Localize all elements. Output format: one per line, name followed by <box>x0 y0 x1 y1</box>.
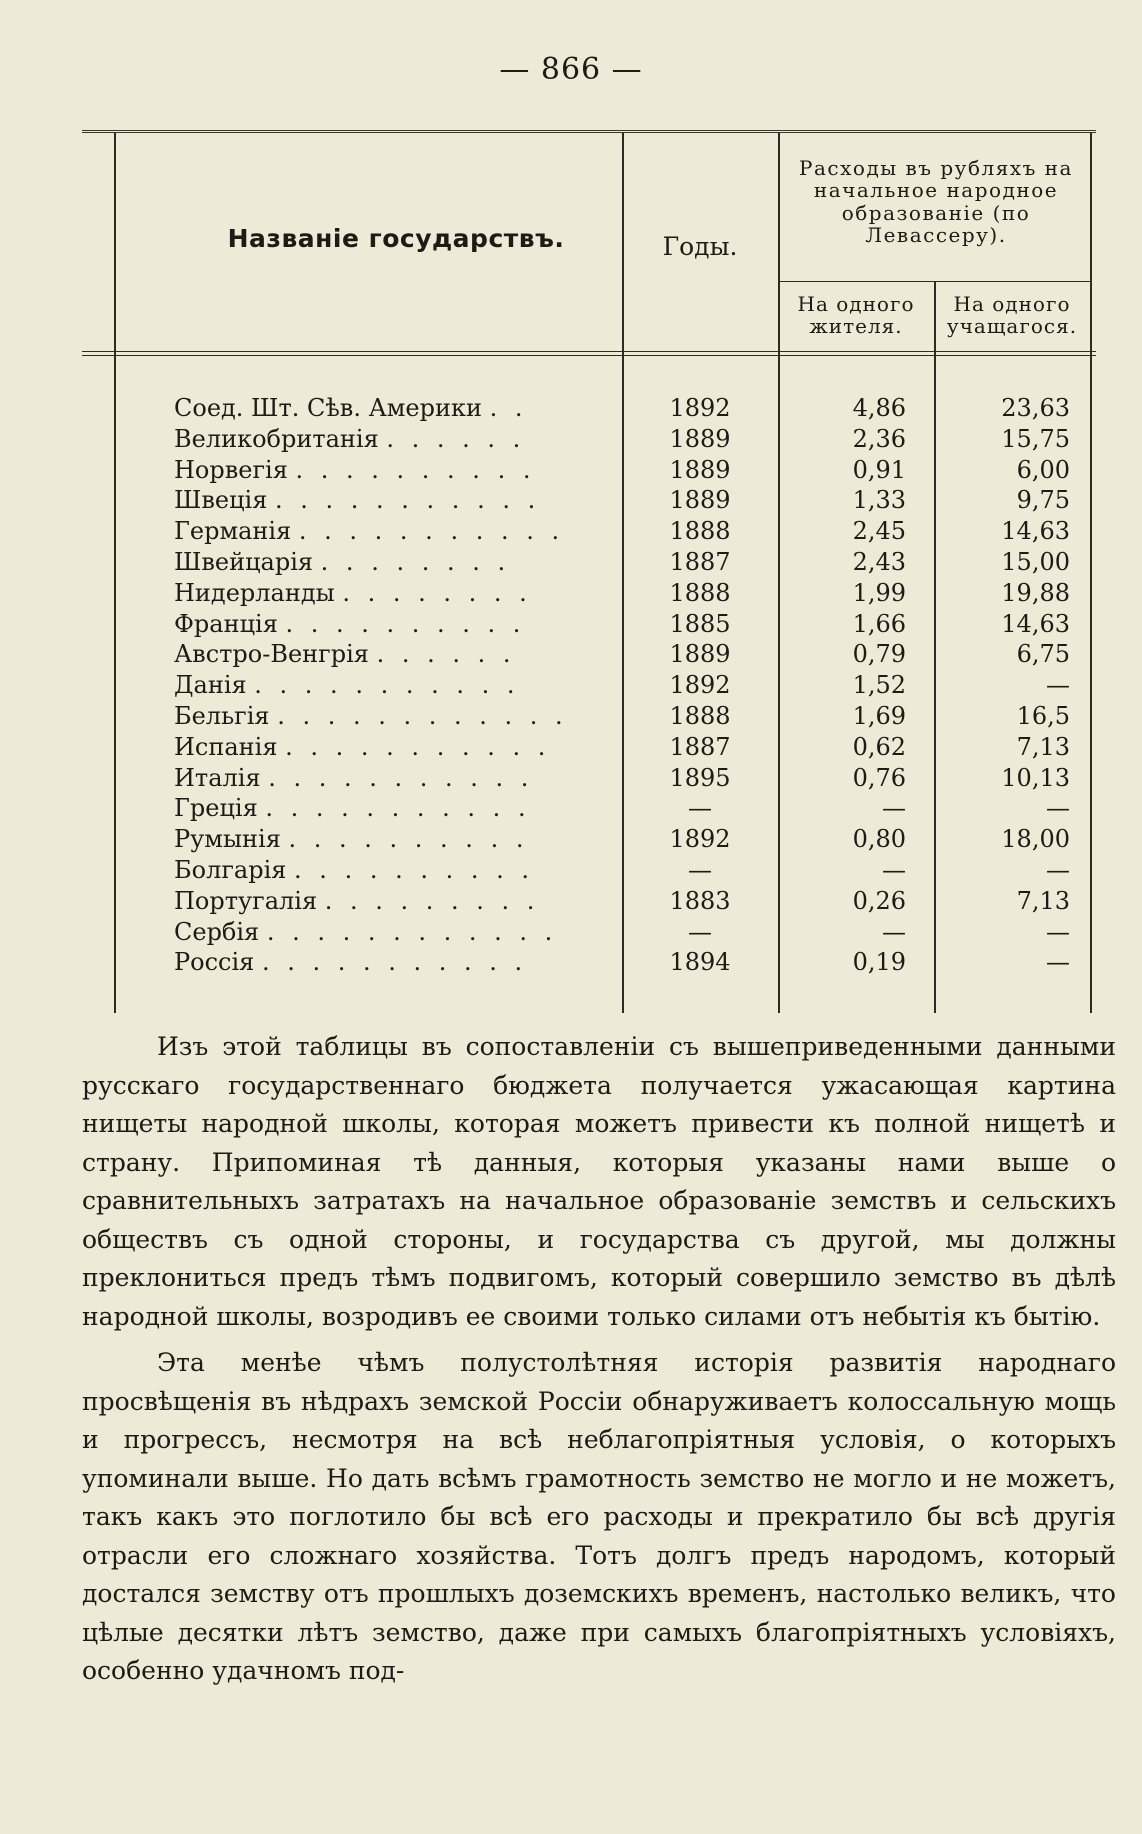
year-cell: 1883 <box>669 886 731 915</box>
country-label: Германія <box>174 517 292 546</box>
country-name <box>174 485 694 516</box>
year-cell: — <box>688 855 712 884</box>
per-pupil-cell: 16,5 <box>1016 701 1070 730</box>
table-row <box>82 455 1096 486</box>
header-expenses: Расходы въ рубляхъ на начальное народное образованіе (по Левассеру). <box>799 156 1073 248</box>
table-row <box>82 732 1096 763</box>
per-inhabitant-cell: 1,52 <box>852 671 906 700</box>
header-country: Названіе государствъ. <box>227 224 565 253</box>
table-body <box>82 393 1096 978</box>
per-pupil-cell: 19,88 <box>1001 578 1070 607</box>
country-name <box>174 547 694 578</box>
table-row <box>82 886 1096 917</box>
year-cell: 1889 <box>669 486 731 515</box>
country-label: Австро-Венгрія <box>174 640 369 669</box>
per-inhabitant-cell: 1,33 <box>852 486 906 515</box>
body-text <box>82 1028 1116 1699</box>
country-name <box>174 670 694 701</box>
table-row <box>82 609 1096 640</box>
leader-dots: . . . . . . . . <box>320 547 511 576</box>
year-cell: 1887 <box>669 547 731 576</box>
country-label: Болгарія <box>174 855 287 884</box>
year-cell: 1894 <box>669 948 731 977</box>
year-cell: 1889 <box>669 455 731 484</box>
per-pupil-cell: — <box>1046 671 1070 700</box>
country-name <box>174 424 694 455</box>
year-cell: 1885 <box>669 609 731 638</box>
country-label: Сербія <box>174 917 260 946</box>
per-pupil-cell: — <box>1046 948 1070 977</box>
country-name <box>174 609 694 640</box>
table-row <box>82 485 1096 516</box>
paragraph-1: Изъ этой таблицы въ сопоставленіи съ вышеприведенными данными русскаго государственнаго бюджета получается ужасающая картина нищеты народной школы, которая можетъ привести къ полной нищетѣ и страну. Припоминая тѣ данныя, которыя указаны нами выше о сравнительныхъ затратахъ на начальное образованіе земствъ и сельскихъ обществъ съ одной стороны, и государства съ другой, мы должны преклониться предъ тѣмъ подвигомъ, который совершило земство въ дѣлѣ народной школы, возродивъ ее своими только силами отъ небытія къ бытію. <box>82 1032 1116 1331</box>
leader-dots: . . . . . . . . . . <box>294 855 534 884</box>
per-pupil-cell: 14,63 <box>1001 517 1070 546</box>
country-name <box>174 824 694 855</box>
table-row <box>82 516 1096 547</box>
per-inhabitant-cell: 2,43 <box>852 547 906 576</box>
per-inhabitant-cell: 0,26 <box>852 886 906 915</box>
country-label: Швейцарія <box>174 547 314 576</box>
country-name <box>174 947 694 978</box>
table-row <box>82 639 1096 670</box>
leader-dots: . . . . . . . . . . . <box>275 486 541 515</box>
per-inhabitant-cell: — <box>882 855 906 884</box>
country-name <box>174 701 694 732</box>
country-label: Португалія <box>174 886 318 915</box>
leader-dots: . . . . . . . . . . . <box>254 671 520 700</box>
per-inhabitant-cell: — <box>882 917 906 946</box>
country-name <box>174 855 694 886</box>
per-inhabitant-cell: 0,91 <box>852 455 906 484</box>
year-cell: 1887 <box>669 732 731 761</box>
per-pupil-cell: 14,63 <box>1001 609 1070 638</box>
leader-dots: . . . . . . . . . . . <box>298 517 565 546</box>
country-label: Данія <box>174 671 247 700</box>
leader-dots: . . . . . . . . . <box>324 886 540 915</box>
table-row <box>82 824 1096 855</box>
table-rule-subheader <box>778 281 1090 282</box>
per-pupil-cell: 23,63 <box>1001 394 1070 422</box>
leader-dots: . . . . . . . . . . . . <box>266 917 558 946</box>
country-label: Румынія <box>174 825 281 854</box>
country-label: Испанія <box>174 732 278 761</box>
country-label: Норвегія <box>174 455 288 484</box>
leader-dots: . . . . . . . . . . . <box>285 732 551 761</box>
country-label: Швеція <box>174 486 268 515</box>
leader-dots: . . <box>489 394 528 422</box>
table-row <box>82 670 1096 701</box>
per-pupil-cell: 7,13 <box>1016 732 1070 761</box>
per-pupil-cell: 7,13 <box>1016 886 1070 915</box>
per-pupil-cell: 15,75 <box>1001 424 1070 453</box>
country-name <box>174 732 694 763</box>
country-name <box>174 917 694 948</box>
country-name <box>174 886 694 917</box>
country-label: Италія <box>174 763 261 792</box>
country-name <box>174 763 694 794</box>
table-row <box>82 393 1096 424</box>
country-label: Франція <box>174 609 278 638</box>
table-rule-header-bottom <box>82 351 1096 356</box>
leader-dots: . . . . . . . . . . <box>288 825 529 854</box>
year-cell: 1889 <box>669 640 731 669</box>
table-row <box>82 424 1096 455</box>
per-inhabitant-cell: 0,62 <box>852 732 906 761</box>
leader-dots: . . . . . . . . . . . <box>268 763 534 792</box>
table-row <box>82 763 1096 794</box>
table-row <box>82 917 1096 948</box>
per-inhabitant-cell: 1,66 <box>852 609 906 638</box>
leader-dots: . . . . . . . . . . <box>295 455 536 484</box>
country-label: Бельгія <box>174 701 270 730</box>
year-cell: 1888 <box>669 578 731 607</box>
table-row <box>82 793 1096 824</box>
leader-dots: . . . . . . <box>386 424 526 453</box>
year-cell: 1892 <box>669 825 731 854</box>
country-name <box>174 793 694 824</box>
table-row <box>82 578 1096 609</box>
year-cell: 1892 <box>669 394 731 422</box>
per-inhabitant-cell: 0,79 <box>852 640 906 669</box>
leader-dots: . . . . . . . . . . . <box>265 794 531 823</box>
page-number: — 866 — <box>499 52 643 87</box>
paragraph-2: Эта менѣе чѣмъ полустолѣтняя исторія развитія народнаго просвѣщенія въ нѣдрахъ земской Россіи обнаруживаетъ колоссальную мощь и прогрессъ, несмотря на всѣ неблагопріятныя условія, о которыхъ упоминали выше. Но дать всѣмъ грамотность земство не могло и не можетъ, такъ какъ это поглотило бы всѣ его расходы и прекратило бы всѣ другія отрасли его сложнаго хозяйства. Тотъ долгъ предъ народомъ, который достался земству отъ прошлыхъ доземскихъ временъ, настолько великъ, что цѣлые десятки лѣтъ земство, даже при самыхъ благопріятныхъ условіяхъ, особенно удачномъ под- <box>82 1348 1116 1685</box>
per-inhabitant-cell: 1,69 <box>852 701 906 730</box>
country-name <box>174 578 694 609</box>
year-cell: — <box>688 794 712 823</box>
table-row <box>82 701 1096 732</box>
table-row <box>82 855 1096 886</box>
leader-dots: . . . . . . . . . . . . <box>277 701 568 730</box>
year-cell: 1888 <box>669 517 731 546</box>
country-name <box>174 455 694 486</box>
per-pupil-cell: 15,00 <box>1001 547 1070 576</box>
country-label: Соед. Шт. Сѣв. Америки <box>174 394 482 422</box>
per-inhabitant-cell: 2,36 <box>852 424 906 453</box>
per-inhabitant-cell: 0,76 <box>852 763 906 792</box>
per-pupil-cell: 6,00 <box>1016 455 1070 484</box>
per-pupil-cell: — <box>1046 855 1070 884</box>
per-inhabitant-cell: 1,99 <box>852 578 906 607</box>
leader-dots: . . . . . . . . <box>342 578 532 607</box>
country-label: Великобританія <box>174 424 379 453</box>
per-pupil-cell: — <box>1046 794 1070 823</box>
year-cell: 1895 <box>669 763 731 792</box>
header-years: Годы. <box>662 232 738 261</box>
country-label: Россія <box>174 948 255 977</box>
per-pupil-cell: 18,00 <box>1001 825 1070 854</box>
table-row <box>82 947 1096 978</box>
per-inhabitant-cell: 0,19 <box>852 948 906 977</box>
year-cell: — <box>688 917 712 946</box>
per-inhabitant-cell: 0,80 <box>852 825 906 854</box>
country-name <box>174 639 694 670</box>
year-cell: 1892 <box>669 671 731 700</box>
per-inhabitant-cell: 2,45 <box>852 517 906 546</box>
per-pupil-cell: 10,13 <box>1001 763 1070 792</box>
table-row <box>82 547 1096 578</box>
per-pupil-cell: 6,75 <box>1016 640 1070 669</box>
year-cell: 1889 <box>669 424 731 453</box>
per-pupil-cell: — <box>1046 917 1070 946</box>
per-inhabitant-cell: 4,86 <box>852 394 906 422</box>
leader-dots: . . . . . . . . . . . <box>261 948 528 977</box>
header-per-inhabitant: На одного жителя. <box>797 292 915 339</box>
header-per-pupil: На одного учащагося. <box>946 292 1078 339</box>
per-pupil-cell: 9,75 <box>1016 486 1070 515</box>
leader-dots: . . . . . . . . . . <box>285 609 526 638</box>
country-name <box>174 516 694 547</box>
expenses-table <box>82 130 1096 1013</box>
year-cell: 1888 <box>669 701 731 730</box>
country-label: Греція <box>174 794 258 823</box>
per-inhabitant-cell: — <box>882 794 906 823</box>
country-name <box>174 393 694 424</box>
leader-dots: . . . . . . <box>376 640 516 669</box>
country-label: Нидерланды <box>174 578 335 607</box>
